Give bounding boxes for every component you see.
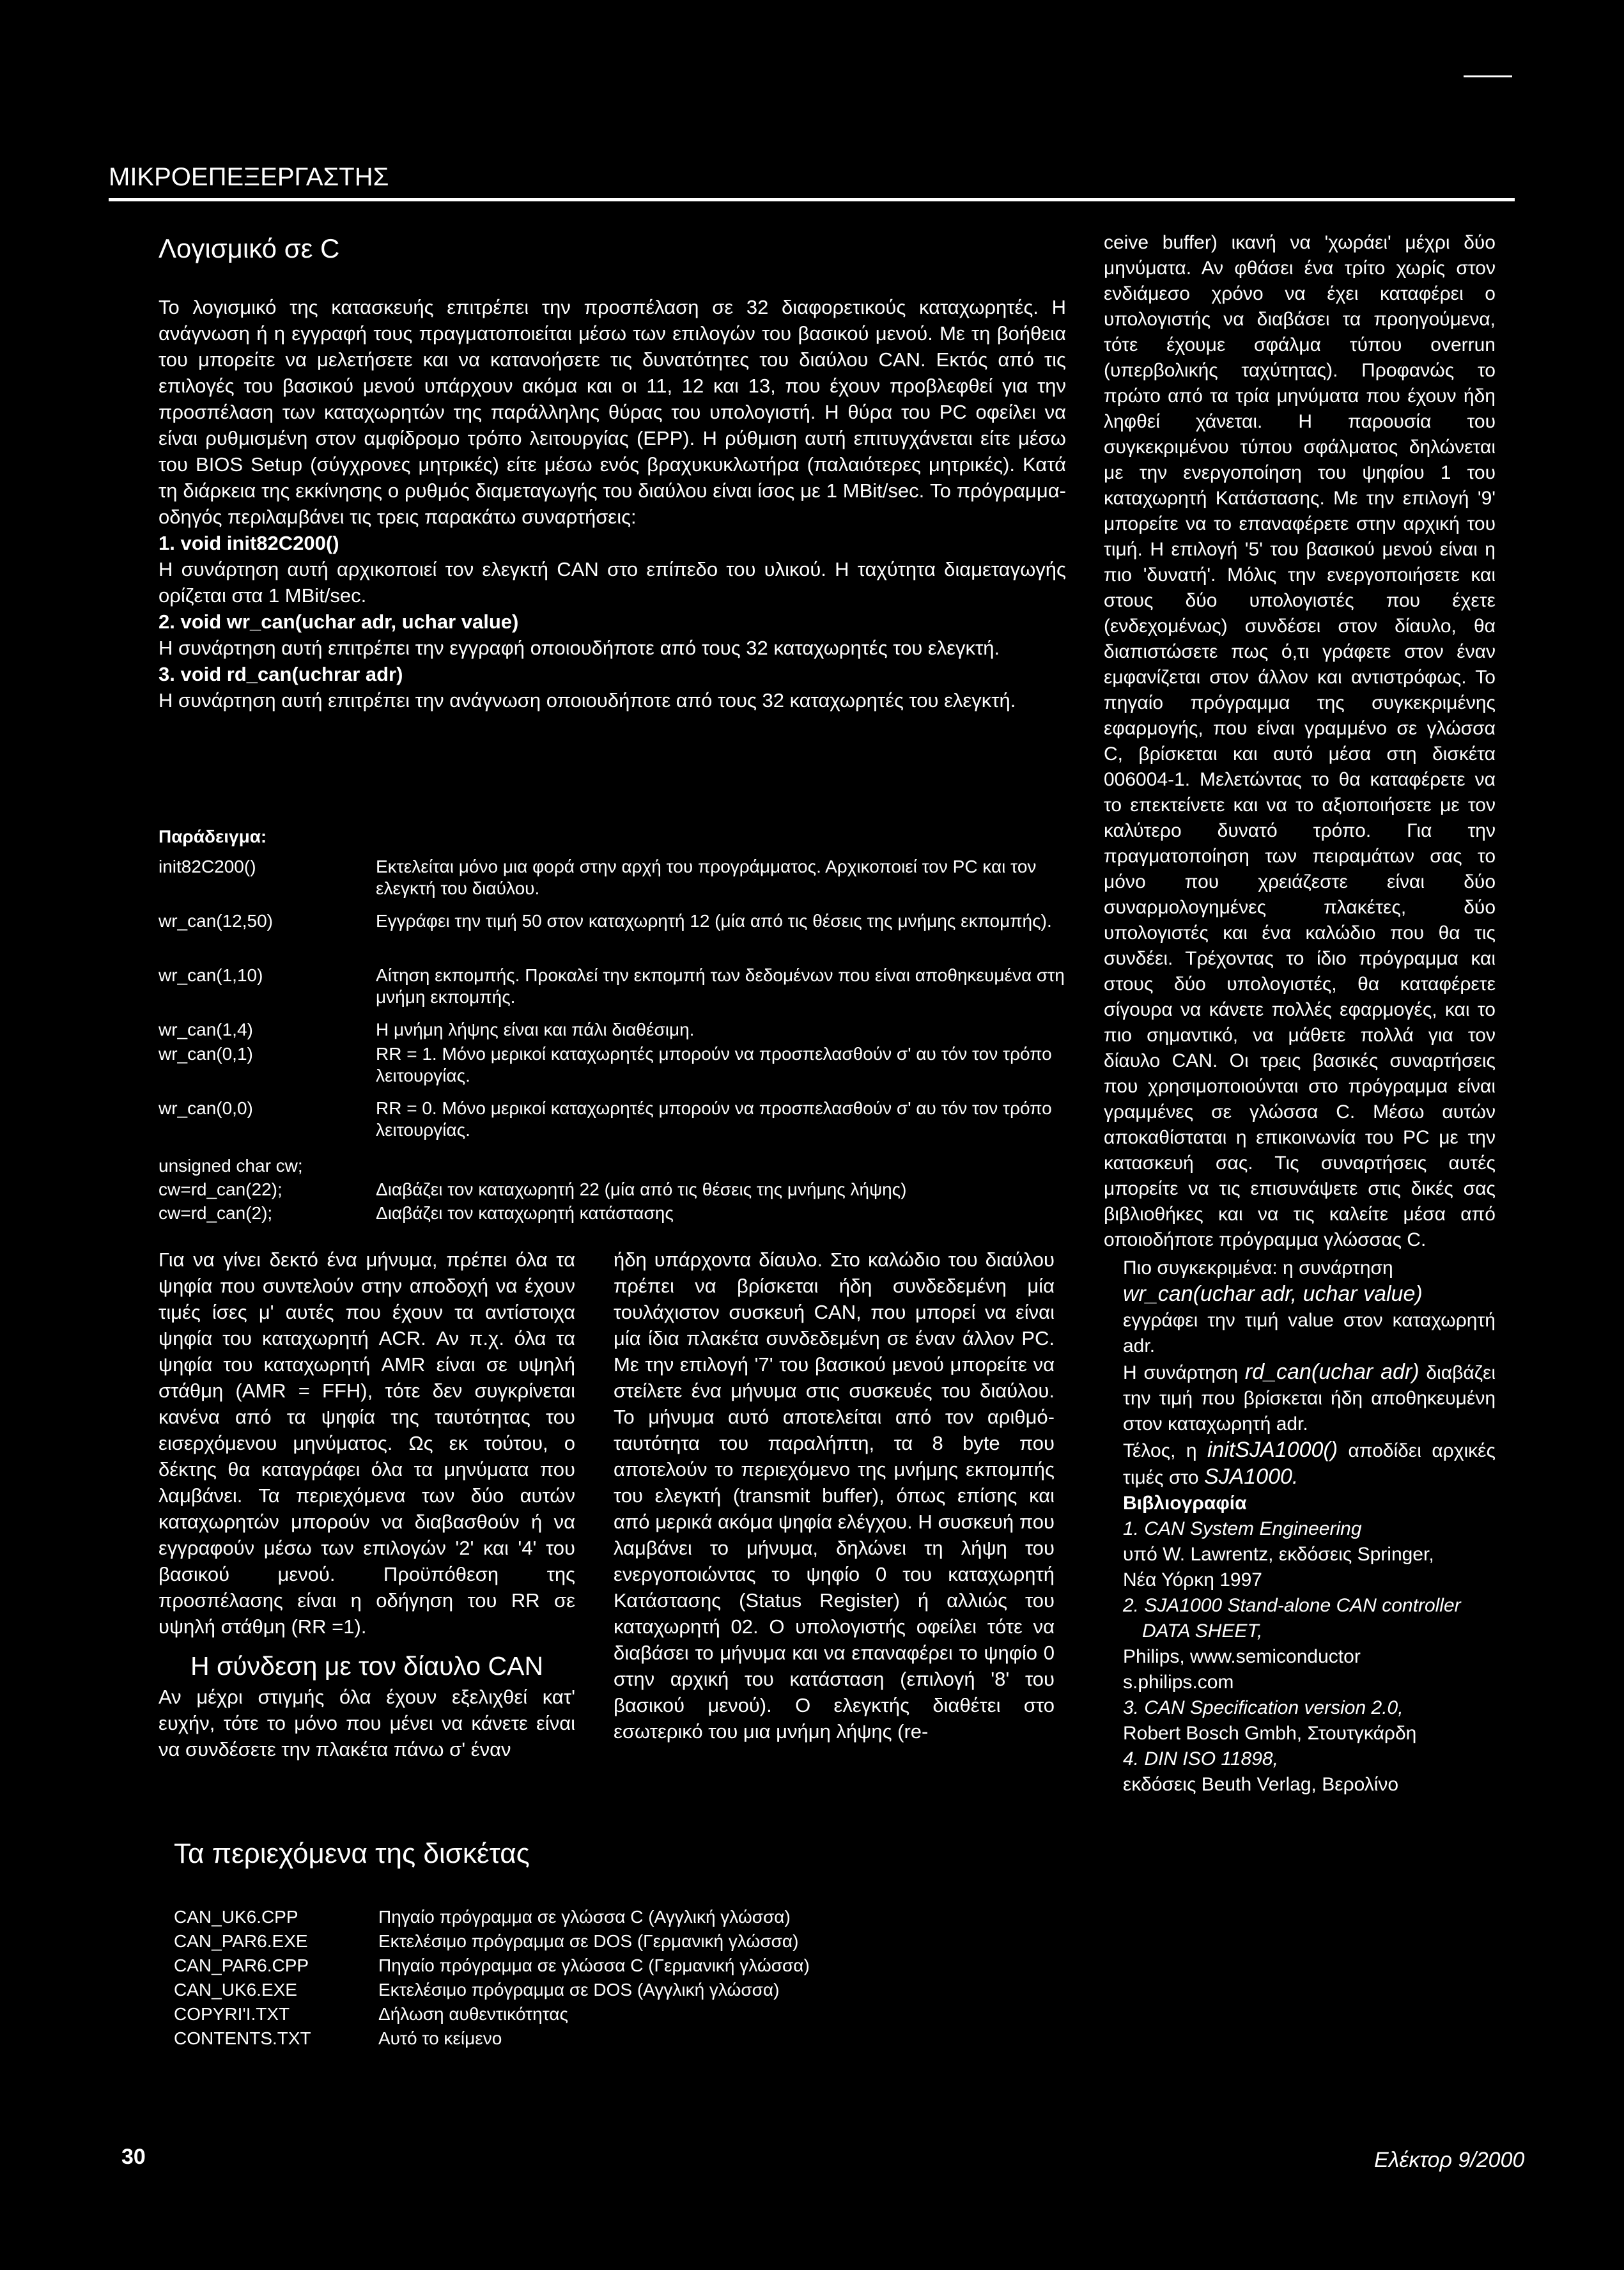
function-note-text: αποδίδει αρχικές τιμές στο [1123, 1440, 1496, 1488]
bibliography-title: 1. CAN System Engineering [1123, 1518, 1362, 1539]
function-note [1104, 1437, 1496, 1491]
section-title: ΜΙΚΡΟΕΠΕΞΕΡΓΑΣΤΗΣ [109, 163, 389, 191]
bibliography [1104, 1491, 1496, 1798]
body-column-1 [159, 1247, 575, 1762]
function-signature: wr_can(uchar adr, uchar value) [1123, 1282, 1423, 1306]
example-label: wr_can(0,1) [159, 1044, 253, 1064]
bibliography-line: Robert Bosch Gmbh, Στουτγκάρδη [1123, 1723, 1417, 1744]
bibliography-title: 2. SJA1000 Stand-alone CAN controller [1123, 1595, 1461, 1616]
function-signature: initSJA1000() [1207, 1438, 1338, 1462]
bibliography-title: DATA SHEET, [1142, 1621, 1263, 1642]
bibliography-line: εκδόσεις Beuth Verlag, Βερολίνο [1123, 1774, 1399, 1795]
example-desc: Εγγράφει την τιμή 50 στον καταχωρητή 12 (μία από τις θέσεις της μνήμης εκπομπής). [376, 911, 1052, 931]
bibliography-line: υπό W. Lawrentz, εκδόσεις Springer, [1123, 1544, 1434, 1565]
disk-contents-heading: Τα περιεχόμενα της δισκέτας [174, 1838, 530, 1869]
bibliography-line: s.philips.com [1123, 1672, 1234, 1693]
file-name: CAN_UK6.CPP [174, 1907, 298, 1927]
function-signature: SJA1000. [1203, 1465, 1299, 1489]
example-desc: Αίτηση εκπομπής. Προκαλεί την εκπομπή των δεδομένων που είναι αποθηκευμένα στη μνήμη εκπομπής. [376, 965, 1065, 1007]
right-column [1104, 230, 1496, 1798]
function-note-text: διαβάζει την τιμή που βρίσκεται ήδη αποθηκευμένη στον καταχωρητή adr. [1123, 1362, 1496, 1434]
bibliography-title: 3. CAN Specification version 2.0, [1123, 1697, 1404, 1718]
body-paragraph: ήδη υπάρχοντα δίαυλο. Στο καλώδιο του διαύλου πρέπει να βρίσκεται ήδη συνδεδεμένη μία τουλάχιστον συσκευή CAN, που μπορεί να είναι μία ίδια πλακέτα συνδεδεμένη σε έναν άλλον PC. Με την επιλογή '7' του βασικού μενού μπορείτε να στείλετε ένα μήνυμα στις συσκευές του διαύλου. Το μήνυμα αυτό αποτελείται από τον αριθμό-ταυτότητα του παραλήπτη, τα 8 byte που αποτελούν το περιεχόμενο της μνήμης εκπομπής του ελεγκτή (transmit buffer), όπως επίσης και από μερικά ακόμα ψηφία ελέγχου. Η συσκευή που λαμβάνει το μήνυμα, δηλώνει τη λήψη του ενεργοποιώντας το ψηφίο 0 του καταχωρητή Κατάστασης (Status Register) ή αλλιώς του καταχωρητή 02. Ο υπολογιστής οφείλει τότε να διαβάσει το μήνυμα και να επαναφέρει το ψηφίο 0 στην αρχική του κατάσταση (επιλογή '8' του βασικού μενού). Ο ελεγκτής διαθέτει στο εσωτερικό του μια μνήμη λήψης (re- [614, 1248, 1055, 1743]
bibliography-line: Νέα Υόρκη 1997 [1123, 1569, 1262, 1590]
example-desc: Η μνήμη λήψης είναι και πάλι διαθέσιμη. [376, 1020, 695, 1039]
file-name: CAN_PAR6.EXE [174, 1931, 308, 1951]
function-note-text: Πιο συγκεκριμένα: η συνάρτηση [1123, 1257, 1393, 1279]
function-2-title: 2. void wr_can(uchar adr, uchar value) [159, 610, 519, 633]
file-desc: Δήλωση αυθεντικότητας [378, 2004, 568, 2024]
file-name: COPYRI'I.TXT [174, 2004, 290, 2024]
file-desc: Πηγαίο πρόγραμμα σε γλώσσα C (Αγγλική γλώσσα) [378, 1907, 791, 1927]
file-name: CAN_PAR6.CPP [174, 1955, 309, 1975]
example-label: wr_can(1,10) [159, 965, 263, 985]
function-note-text: Τέλος, η [1123, 1440, 1197, 1461]
bibliography-heading: Βιβλιογραφία [1123, 1493, 1247, 1514]
function-note-text: εγγράφει την τιμή value στον καταχωρητή adr. [1123, 1310, 1496, 1357]
body-paragraph: Αν μέχρι στιγμής όλα έχουν εξελιχθεί κατ' ευχήν, τότε το μόνο που μένει να κάνετε είναι να συνδέσετε την πλακέτα πάνω σ' έναν [159, 1686, 575, 1761]
file-desc: Εκτελέσιμο πρόγραμμα σε DOS (Γερμανική γλώσσα) [378, 1931, 799, 1951]
file-desc: Πηγαίο πρόγραμμα σε γλώσσα C (Γερμανική γλώσσα) [378, 1955, 810, 1975]
body-column-2 [614, 1247, 1055, 1745]
file-name: CAN_UK6.EXE [174, 1980, 297, 2000]
example-desc: RR = 0. Μόνο μερικοί καταχωρητές μπορούν να προσπελασθούν σ' αυ τόν τον τρόπο λειτουργίας. [376, 1098, 1052, 1140]
body-paragraph: Για να γίνει δεκτό ένα μήνυμα, πρέπει όλα τα ψηφία που συντελούν στην αποδοχή να έχουν τιμές ίσες μ' αυτές που έχουν τα αντίστοιχα ψηφία του καταχωρητή ACR. Αν π.χ. όλα τα ψηφία του καταχωρητή AMR είναι σε υψηλή στάθμη (AMR = FFH), τότε δεν συγκρίνεται κανένα από τα ψηφία της ταυτότητας του εισερχόμενου μηνύματος. Ως εκ τούτου, ο δέκτης θα καταγράφει όλα τα μηνύματα που λαμβάνει. Τα περιεχόμενα των δύο αυτών καταχωρητών μπορούν να διαβασθούν ή να εγγραφούν μέσω των επιλογών '2' και '4' του βασικού μενού. Προϋπόθεση της προσπέλασης είναι η οδήγηση του RR σε υψηλή στάθμη (RR =1). [159, 1248, 575, 1638]
header-rule [109, 198, 1515, 201]
function-1-desc: Η συνάρτηση αυτή αρχικοποιεί τον ελεγκτή CAN στο επίπεδο του υλικού. Η ταχύτητα διαμεταγωγής ορίζεται στα 1 MBit/sec. [159, 558, 1066, 607]
journal-issue: Ελέκτορ 9/2000 [1374, 2148, 1525, 2172]
page-number: 30 [121, 2145, 146, 2169]
function-note [1104, 1255, 1496, 1359]
function-note [1104, 1359, 1496, 1437]
function-3-desc: Η συνάρτηση αυτή επιτρέπει την ανάγνωση οποιουδήποτε από τους 32 καταχωρητές του ελεγκτή. [159, 689, 1016, 711]
article-title: Λογισμικό σε C [159, 233, 340, 263]
file-name: CONTENTS.TXT [174, 2028, 311, 2048]
bibliography-line: Philips, www.semiconductor [1123, 1646, 1361, 1667]
intro-paragraph: Το λογισμικό της κατασκευής επιτρέπει την προσπέλαση σε 32 διαφορετικούς καταχωρητές. Η ανάγνωση ή η εγγραφή τους πραγματοποιείται μέσω των επιλογών του βασικού μενού. Με τη βοήθεια του μπορείτε να μελετήσετε και να κατανοήσετε τις δυνατότητες του διαύλου CAN. Εκτός από τις επιλογές του βασικού μενού υπάρχουν ακόμα και οι 11, 12 και 13, που έχουν προβλεφθεί για την προσπέλαση των καταχωρητών της παράλληλης θύρας του υπολογιστή. Η θύρα του PC οφείλει να είναι ρυθμισμένη στον αμφίδρομο τρόπο λειτουργίας (EPP). Η ρύθμιση αυτή επιτυγχάνεται είτε μέσω του BIOS Setup (σύγχρονες μητρικές) είτε μέσω ενός βραχυκυκλωτήρα (παλαιότερες μητρικές). Κατά τη διάρκεια της εκκίνησης ο ρυθμός διαμεταγωγής του διαύλου είναι ίσος με 1 MBit/sec. Το πρόγραμμα-οδηγός περιλαμβάνει τις τρεις παρακάτω συναρτήσεις: [159, 296, 1066, 528]
example-desc: Εκτελείται μόνο μια φορά στην αρχή του προγράμματος. Αρχικοποιεί τον PC και τον ελεγκτή του διαύλου. [376, 857, 1037, 898]
example-label: cw=rd_can(2); [159, 1203, 273, 1223]
function-signature: rd_can(uchar adr) [1244, 1360, 1419, 1384]
file-desc: Εκτελέσιμο πρόγραμμα σε DOS (Αγγλική γλώσσα) [378, 1980, 780, 2000]
subheading-can-bus: Η σύνδεση με τον δίαυλο CAN [190, 1651, 544, 1681]
example-label: unsigned char cw; [159, 1156, 303, 1176]
example-label: wr_can(12,50) [159, 911, 273, 931]
example-label: wr_can(1,4) [159, 1020, 253, 1039]
example-label: cw=rd_can(22); [159, 1179, 282, 1199]
bibliography-title: 4. DIN ISO 11898, [1123, 1748, 1278, 1769]
function-note-text: Η συνάρτηση [1123, 1362, 1239, 1383]
example-heading: Παράδειγμα: [159, 827, 267, 846]
example-label: wr_can(0,0) [159, 1098, 253, 1118]
header-rule-top [1464, 75, 1512, 77]
example-desc: Διαβάζει τον καταχωρητή 22 (μία από τις θέσεις της μνήμης λήψης) [376, 1179, 907, 1199]
function-2-desc: Η συνάρτηση αυτή επιτρέπει την εγγραφή οποιουδήποτε από τους 32 καταχωρητές του ελεγκτή. [159, 637, 1000, 659]
example-desc: RR = 1. Μόνο μερικοί καταχωρητές μπορούν να προσπελασθούν σ' αυ τόν τον τρόπο λειτουργίας. [376, 1044, 1052, 1085]
example-label: init82C200() [159, 857, 256, 876]
body-paragraph: ceive buffer) ικανή να 'χωράει' μέχρι δύο μηνύματα. Αν φθάσει ένα τρίτο χωρίς στον ενδιάμεσο χρόνο να έχει καταφέρει ο υπολογιστής να διαβάσει τα προηγούμενα, τότε έχουμε σφάλμα τύπου overrun (υπερβολικής ταχύτητας). Προφανώς το πρώτο από τα τρία μηνύματα που έχουν ήδη ληφθεί χάνεται. Η παρουσία του συγκεκριμένου τύπου σφάλματος δηλώνεται με την ενεργοποίηση του ψηφίου 1 του καταχωρητή Κατάστασης. Με την επιλογή '9' μπορείτε να το επαναφέρετε στην αρχική του τιμή. Η επιλογή '5' του βασικού μενού είναι η πιο 'δυνατή'. Μόλις την ενεργοποιήσετε και στους δύο υπολογιστές που έχετε (ενδεχομένως) συνδέσει στον δίαυλο, θα διαπιστώσετε πως ό,τι γράφετε στον έναν εμφανίζεται στον άλλον και αντιστρόφως. Το πηγαίο πρόγραμμα της συγκεκριμένης εφαρμογής, που είναι γραμμένο σε γλώσσα C, βρίσκεται και αυτό μέσα στη δισκέτα 006004-1. Μελετώντας το θα καταφέρετε να το επεκτείνετε και να το αξιοποιήσετε με τον καλύτερο δυνατό τρόπο. Για την πραγματοποίηση των πειραμάτων σας το μόνο που χρειάζεστε είναι δύο συναρμολογημένες πλακέτες, δύο υπολογιστές και ένα καλώδιο που θα τις συνδέει. Τρέχοντας το ίδιο πρόγραμμα και στους δύο υπολογιστές, θα καταφέρετε σίγουρα να κάνετε πολλές εφαρμογές, και το πιο σημαντικό, να μάθετε πολλά για τον δίαυλο CAN. Οι τρεις βασικές συναρτήσεις που χρησιμοποιούνται στο πρόγραμμα είναι γραμμένες σε γλώσσα C. Μέσω αυτών αποκαθίσταται η επικοινωνία του PC με την κατασκευή σας. Τις συναρτήσεις αυτές μπορείτε να τις επισυνάψετε στις δικές σας βιβλιοθήκες και να τις καλείτε μέσα από οποιοδήποτε πρόγραμμα γλώσσας C. [1104, 232, 1496, 1250]
function-1-title: 1. void init82C200() [159, 532, 339, 554]
function-3-title: 3. void rd_can(uchrar adr) [159, 663, 403, 685]
article-intro-block [159, 294, 1066, 713]
example-desc: Διαβάζει τον καταχωρητή κατάστασης [376, 1203, 674, 1223]
file-desc: Αυτό το κείμενο [378, 2028, 502, 2048]
